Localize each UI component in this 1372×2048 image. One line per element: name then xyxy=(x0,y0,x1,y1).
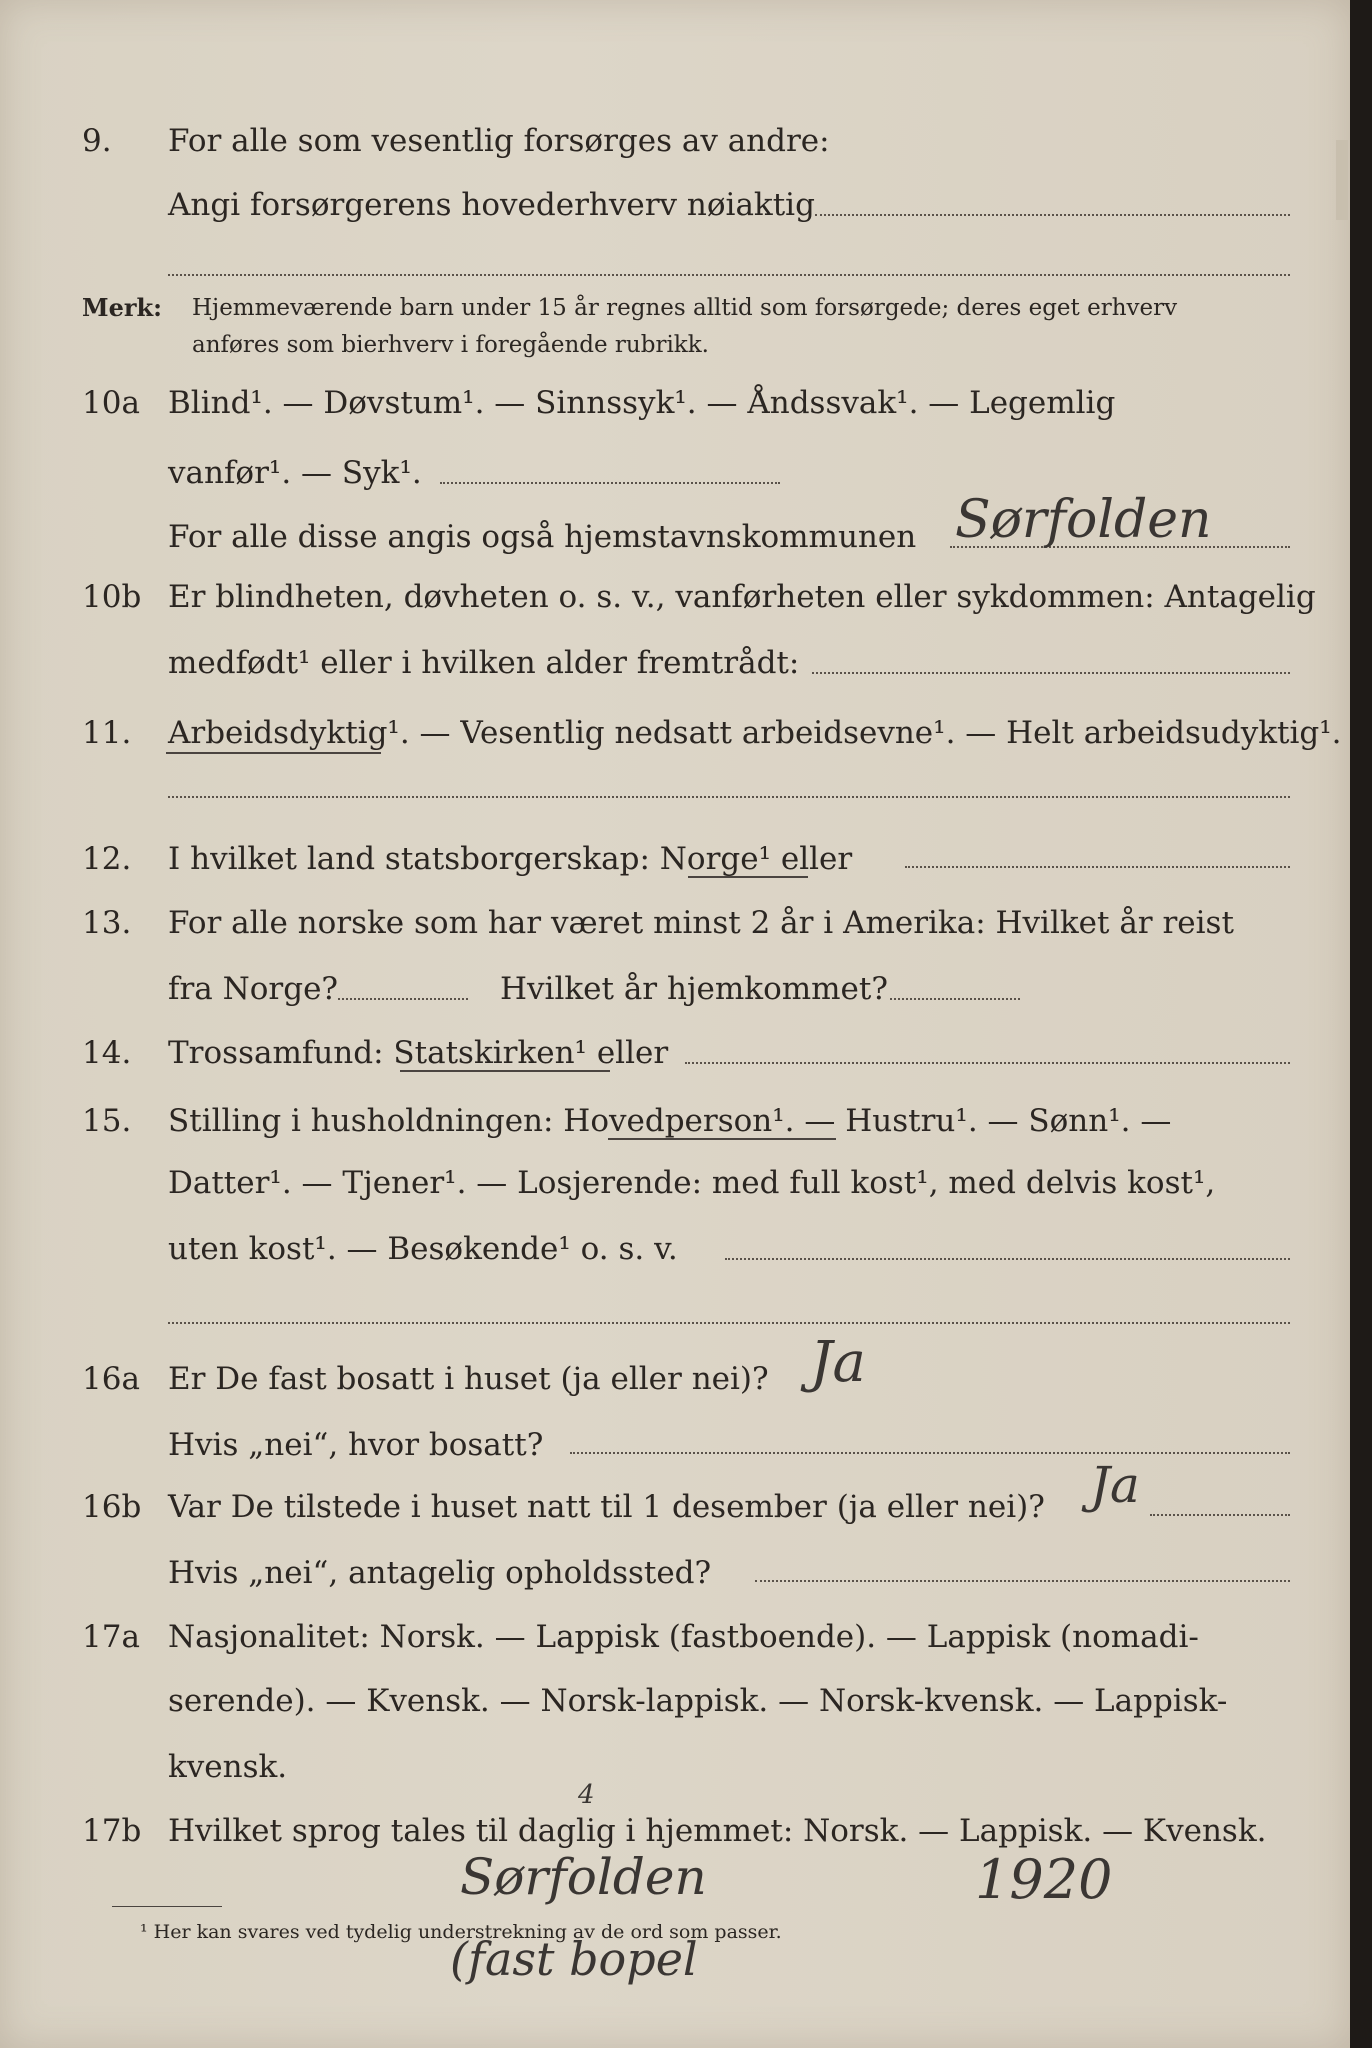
handwritten-place: Sørfolden xyxy=(460,1848,707,1906)
merk-row-1 xyxy=(0,290,1350,326)
q10a-number: 10a xyxy=(82,385,140,421)
scan-edge xyxy=(1350,0,1372,2048)
q13-hjemkommet-line[interactable] xyxy=(890,998,1020,1000)
q16b-sted-line[interactable] xyxy=(755,1580,1290,1582)
q16b-text-1: Var De tilstede i huset natt til 1 desember (ja eller nei)? xyxy=(168,1489,1045,1525)
q16a-handwritten-answer: Ja xyxy=(810,1330,866,1395)
q14-answer-line[interactable] xyxy=(685,1062,1290,1064)
q11-text-1: Arbeidsdyktig¹. — Vesentlig nedsatt arbeidsevne¹. — Helt arbeidsudyktig¹. xyxy=(168,715,1342,751)
q10a-text-2: vanfør¹. — Syk¹. xyxy=(168,455,422,491)
footnote-row xyxy=(0,1912,1350,1952)
q10b-text-1: Er blindheten, døvheten o. s. v., vanførheten eller sykdommen: Antagelig xyxy=(168,579,1316,615)
q10a-syk-line[interactable] xyxy=(440,482,780,484)
q10b-answer-line[interactable] xyxy=(812,672,1290,674)
q11-answer-line[interactable] xyxy=(168,796,1290,798)
q15-number: 15. xyxy=(82,1103,132,1139)
q12-number: 12. xyxy=(82,841,132,877)
q10a-text-1: Blind¹. — Døvstum¹. — Sinnssyk¹. — Åndssvak¹. — Legemlig xyxy=(168,385,1116,421)
q15-text-1: Stilling i husholdningen: Hovedperson¹. — Hustru¹. — Sønn¹. — xyxy=(168,1103,1172,1139)
merk-row-2 xyxy=(0,327,1350,363)
q10b-number: 10b xyxy=(82,579,142,615)
merk-text-2: anføres som bierhverv i foregående rubrikk. xyxy=(192,332,709,358)
q12-underline-mark xyxy=(688,876,808,878)
q11-row-1 xyxy=(0,710,1350,756)
q17a-row-1 xyxy=(0,1614,1350,1660)
q11-number: 11. xyxy=(82,715,132,751)
q13-row-2 xyxy=(0,966,1350,1012)
q16a-text-1: Er De fast bosatt i huset (ja eller nei)? xyxy=(168,1361,769,1397)
q10a-row-1 xyxy=(0,380,1350,426)
q15-row-3 xyxy=(0,1226,1350,1272)
q16b-number: 16b xyxy=(82,1489,142,1525)
q10b-text-2: medfødt¹ eller i hvilken alder fremtrådt: xyxy=(168,645,800,681)
q16b-row-1 xyxy=(0,1484,1350,1530)
footnote-text: ¹ Her kan svares ved tydelig understrekning av de ord som passer. xyxy=(140,1921,782,1943)
margin-mark xyxy=(1336,140,1348,220)
q17a-text-2: serende). — Kvensk. — Norsk-lappisk. — Norsk-kvensk. — Lappisk- xyxy=(168,1683,1228,1719)
q13-text-1: For alle norske som har været minst 2 år i Amerika: Hvilket år reist xyxy=(168,905,1234,941)
q16a-row-1 xyxy=(0,1356,1350,1402)
q9-text-1: For alle som vesentlig forsørges av andre: xyxy=(168,123,830,159)
q10a-text-3: For alle disse angis også hjemstavnskommunen xyxy=(168,519,917,555)
q16b-handwritten-answer: Ja xyxy=(1090,1456,1140,1514)
q15-underline-mark xyxy=(608,1138,836,1140)
q9-answer-line-2[interactable] xyxy=(168,274,1290,276)
handwritten-digit: 4 xyxy=(578,1780,595,1810)
q9-row-1 xyxy=(0,118,1350,164)
q9-text-2: Angi forsørgerens hovederhverv nøiaktig xyxy=(168,187,815,223)
q16a-text-2: Hvis „nei“, hvor bosatt? xyxy=(168,1427,544,1463)
q16a-answer-line[interactable] xyxy=(570,1452,1290,1454)
q16b-text-2: Hvis „nei“, antagelig opholdssted? xyxy=(168,1555,712,1591)
q10b-row-1 xyxy=(0,574,1350,620)
q15-row-2 xyxy=(0,1160,1350,1206)
q13-text-2a: fra Norge? xyxy=(168,971,339,1007)
q11-underline-mark xyxy=(166,752,381,754)
q14-underline-mark xyxy=(400,1070,610,1072)
q13-row-1 xyxy=(0,900,1350,946)
q12-text-1: I hvilket land statsborgerskap: Norge¹ eller xyxy=(168,841,853,877)
q17a-row-2 xyxy=(0,1678,1350,1724)
q10a-handwritten-answer: Sørfolden xyxy=(955,490,1212,550)
q17b-number: 17b xyxy=(82,1813,142,1849)
q17b-text-1: Hvilket sprog tales til daglig i hjemmet: Norsk. — Lappisk. — Kvensk. xyxy=(168,1813,1267,1849)
q16b-answer-line[interactable] xyxy=(1150,1514,1290,1516)
handwritten-year: 1920 xyxy=(975,1848,1113,1911)
q12-answer-line[interactable] xyxy=(905,866,1290,868)
merk-text-1: Hjemmeværende barn under 15 år regnes alltid som forsørgede; deres eget erhverv xyxy=(192,295,1178,321)
q13-reist-line[interactable] xyxy=(338,998,468,1000)
q16b-row-2 xyxy=(0,1550,1350,1596)
q14-number: 14. xyxy=(82,1035,132,1071)
q15-text-3: uten kost¹. — Besøkende¹ o. s. v. xyxy=(168,1231,678,1267)
handwritten-note: (fast bopel xyxy=(450,1932,698,1986)
q9-answer-line[interactable] xyxy=(815,214,1290,216)
q9-number: 9. xyxy=(82,123,112,159)
q16a-row-2 xyxy=(0,1422,1350,1468)
footnote-rule xyxy=(112,1906,222,1907)
q15-text-2: Datter¹. — Tjener¹. — Losjerende: med full kost¹, med delvis kost¹, xyxy=(168,1165,1216,1201)
q14-text-1: Trossamfund: Statskirken¹ eller xyxy=(168,1035,669,1071)
q9-row-2 xyxy=(0,182,1350,228)
q15-answer-line-2[interactable] xyxy=(168,1322,1290,1324)
q12-row-1 xyxy=(0,836,1350,882)
q17a-number: 17a xyxy=(82,1619,140,1655)
q17a-row-3 xyxy=(0,1744,1350,1790)
q13-number: 13. xyxy=(82,905,132,941)
q17a-text-1: Nasjonalitet: Norsk. — Lappisk (fastboende). — Lappisk (nomadi- xyxy=(168,1619,1199,1655)
q10b-row-2 xyxy=(0,640,1350,686)
q13-text-2b: Hvilket år hjemkommet? xyxy=(500,971,888,1007)
q14-row-1 xyxy=(0,1030,1350,1076)
merk-label: Merk: xyxy=(82,293,162,322)
q16a-number: 16a xyxy=(82,1361,140,1397)
q17a-text-3: kvensk. xyxy=(168,1749,288,1785)
q15-answer-line[interactable] xyxy=(725,1258,1290,1260)
